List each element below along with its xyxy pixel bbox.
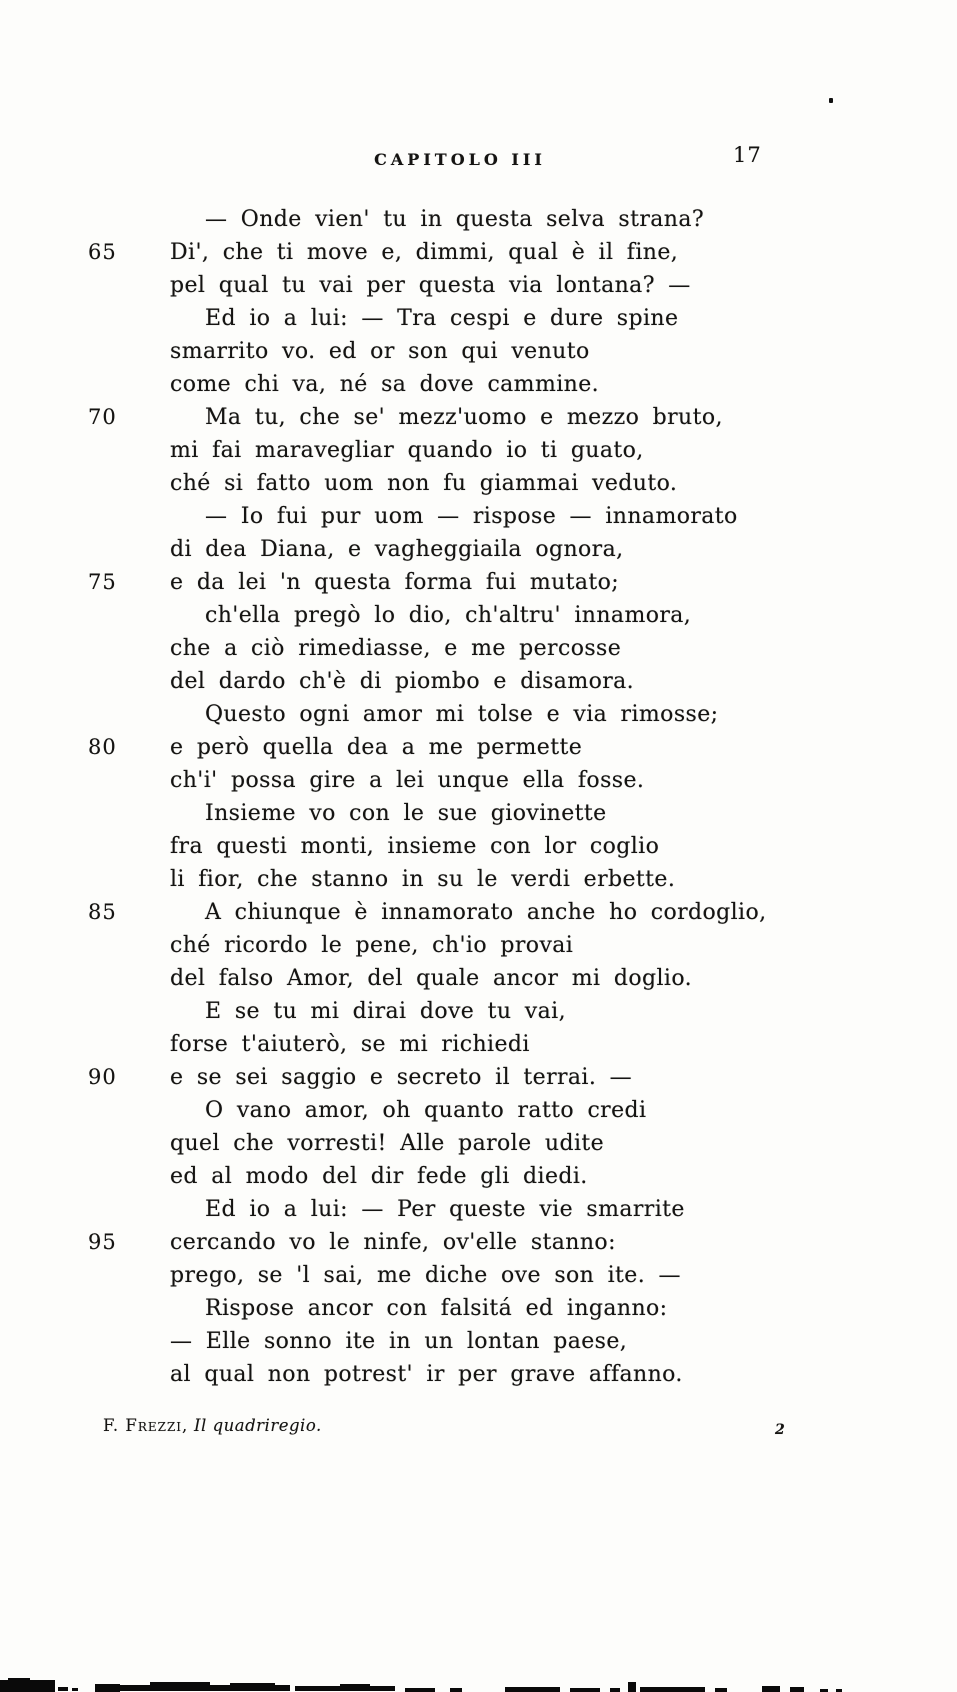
- verse-text: ch'ella pregò lo dio, ch'altru' innamora,: [205, 603, 692, 628]
- footnote-reference: [103, 1416, 322, 1435]
- verse-number: 65: [88, 240, 117, 264]
- poem-line: [88, 434, 788, 467]
- poem-line: [88, 236, 788, 269]
- verse-text: mi fai maravegliar quando io ti guato,: [170, 438, 644, 463]
- verse-text: — Onde vien' tu in questa selva strana?: [205, 207, 705, 232]
- poem-line: [88, 929, 788, 962]
- poem-line: [88, 1259, 788, 1292]
- ink-speck-artifact: [829, 98, 833, 103]
- verse-text: Ed io a lui: — Per queste vie smarrite: [205, 1197, 685, 1222]
- verse-text: — Io fui pur uom — rispose — innamorato: [205, 504, 738, 529]
- page-number: 17: [733, 143, 762, 167]
- verse-text: Ma tu, che se' mezz'uomo e mezzo bruto,: [205, 405, 723, 430]
- poem-line: [88, 731, 788, 764]
- poem-line: [88, 863, 788, 896]
- verse-text: di dea Diana, e vagheggiaila ognora,: [170, 537, 624, 562]
- verse-text: ché ricordo le pene, ch'io provai: [170, 933, 574, 958]
- verse-text: Di', che ti move e, dimmi, qual è il fine,: [170, 240, 679, 265]
- verse-number: 95: [88, 1230, 117, 1254]
- verse-text: Insieme vo con le sue giovinette: [205, 801, 607, 826]
- poem-line: [88, 269, 788, 302]
- verse-text: forse t'aiuterò, se mi richiedi: [170, 1032, 530, 1057]
- verse-text: al qual non potrest' ir per grave affanno.: [170, 1362, 683, 1387]
- poem-line: [88, 1094, 788, 1127]
- verse-text: E se tu mi dirai dove tu vai,: [205, 999, 566, 1024]
- signature-mark: 2: [775, 1422, 785, 1438]
- footnote-work-title: Il quadriregio.: [194, 1416, 322, 1435]
- verse-text: cercando vo le ninfe, ov'elle stanno:: [170, 1230, 616, 1255]
- poem-line: [88, 1160, 788, 1193]
- verse-text: ché si fatto uom non fu giammai veduto.: [170, 471, 678, 496]
- poem-line: [88, 467, 788, 500]
- poem-line: [88, 566, 788, 599]
- verse-text: e se sei saggio e secreto il terrai. —: [170, 1065, 633, 1090]
- poem-line: [88, 401, 788, 434]
- poem-line: [88, 302, 788, 335]
- poem-line: [88, 533, 788, 566]
- footnote-author: F. Frezzi,: [103, 1416, 189, 1435]
- verse-text: e da lei 'n questa forma fui mutato;: [170, 570, 620, 595]
- poem-line: [88, 1226, 788, 1259]
- poem-line: [88, 203, 788, 236]
- verse-number: 85: [88, 900, 117, 924]
- verse-text: ch'i' possa gire a lei unque ella fosse.: [170, 768, 645, 793]
- verse-number: 90: [88, 1065, 117, 1089]
- poem-line: [88, 1127, 788, 1160]
- verse-number: 75: [88, 570, 117, 594]
- poem-line: [88, 962, 788, 995]
- verse-text: Ed io a lui: — Tra cespi e dure spine: [205, 306, 679, 331]
- verse-number: 80: [88, 735, 117, 759]
- poem-line: [88, 830, 788, 863]
- poem-line: [88, 665, 788, 698]
- poem-line: [88, 632, 788, 665]
- verse-text: pel qual tu vai per questa via lontana? —: [170, 273, 691, 298]
- poem-line: [88, 1028, 788, 1061]
- verse-text: Questo ogni amor mi tolse e via rimosse;: [205, 702, 719, 727]
- verse-text: A chiunque è innamorato anche ho cordoglio,: [205, 900, 767, 925]
- chapter-heading: CAPITOLO III: [374, 150, 546, 169]
- poem-line: [88, 500, 788, 533]
- verse-text: fra questi monti, insieme con lor coglio: [170, 834, 660, 859]
- poem-line: [88, 335, 788, 368]
- poem-text-block: [88, 203, 788, 1391]
- scan-edge-artifact: [0, 1678, 850, 1692]
- verse-text: e però quella dea a me permette: [170, 735, 583, 760]
- verse-text: O vano amor, oh quanto ratto credi: [205, 1098, 647, 1123]
- poem-line: [88, 896, 788, 929]
- poem-line: [88, 995, 788, 1028]
- verse-text: li fior, che stanno in su le verdi erbette.: [170, 867, 676, 892]
- poem-line: [88, 764, 788, 797]
- poem-line: [88, 1292, 788, 1325]
- verse-text: smarrito vo. ed or son qui venuto: [170, 339, 590, 364]
- verse-text: Rispose ancor con falsitá ed inganno:: [205, 1296, 668, 1321]
- poem-line: [88, 1358, 788, 1391]
- poem-line: [88, 1325, 788, 1358]
- verse-text: prego, se 'l sai, me diche ove son ite. —: [170, 1263, 681, 1288]
- verse-text: — Elle sonno ite in un lontan paese,: [170, 1329, 628, 1354]
- verse-text: del dardo ch'è di piombo e disamora.: [170, 669, 635, 694]
- verse-text: quel che vorresti! Alle parole udite: [170, 1131, 605, 1156]
- verse-text: come chi va, né sa dove cammine.: [170, 372, 600, 397]
- poem-line: [88, 368, 788, 401]
- poem-line: [88, 1061, 788, 1094]
- verse-text: ed al modo del dir fede gli diedi.: [170, 1164, 588, 1189]
- poem-line: [88, 797, 788, 830]
- verse-text: del falso Amor, del quale ancor mi doglio.: [170, 966, 692, 991]
- poem-line: [88, 698, 788, 731]
- poem-line: [88, 599, 788, 632]
- verse-number: 70: [88, 405, 117, 429]
- verse-text: che a ciò rimediasse, e me percosse: [170, 636, 622, 661]
- poem-line: [88, 1193, 788, 1226]
